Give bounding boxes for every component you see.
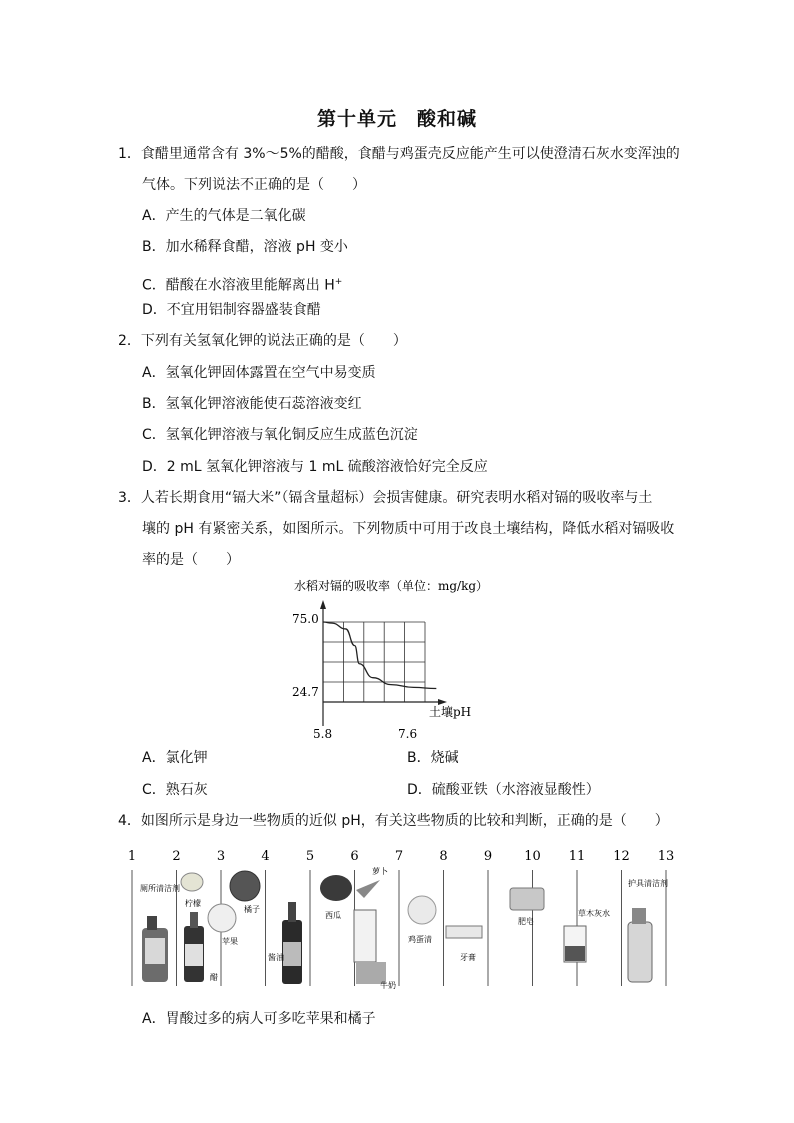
ph-scale-number: 13 (657, 849, 675, 864)
q1-option-a: A．产生的气体是二氧化碳 (142, 208, 306, 224)
q3-option-b: B．烧碱 (407, 750, 459, 766)
vinegar-bottle-icon (184, 912, 204, 982)
cadmium-absorption-chart (286, 572, 516, 742)
label-milk: 牛奶 (380, 981, 396, 990)
label-gear-cleaner: 护具清洁剂 (628, 879, 668, 888)
ph-scale-number: 10 (524, 849, 541, 864)
label-soap: 肥皂 (518, 917, 534, 926)
ph-scale-number: 6 (350, 849, 359, 864)
q2-option-a: A．氢氧化钾固体露置在空气中易变质 (142, 365, 376, 381)
beaker-icon (564, 926, 586, 962)
q3-option-c: C．熟石灰 (142, 782, 208, 798)
q1-option-d: D．不宜用铝制容器盛装食醋 (142, 302, 321, 318)
label-egg-white: 鸡蛋清 (408, 935, 432, 944)
spray-bottle-icon (628, 908, 652, 982)
toilet-cleaner-bottle-icon (142, 916, 168, 982)
soy-sauce-bottle-icon (282, 902, 302, 984)
q2-option-d: D．2 mL 氢氧化钾溶液与 1 mL 硫酸溶液恰好完全反应 (142, 459, 488, 475)
page-title: 第十单元 酸和碱 (316, 108, 477, 130)
ph-scale-number: 7 (394, 849, 404, 864)
ph-scale-number: 1 (127, 849, 137, 864)
ph-scale-number: 11 (568, 849, 586, 864)
chart-y-arrow (320, 600, 326, 609)
label-apple: 苹果 (222, 937, 238, 946)
label-watermelon: 西瓜 (325, 911, 341, 920)
toothpaste-icon (446, 926, 482, 938)
q3-option-a: A．氯化钾 (142, 750, 208, 766)
ph-scale-figure (118, 846, 678, 994)
label-toilet-cleaner: 厕所清洁剂 (140, 884, 180, 893)
label-lemon: 柠檬 (185, 899, 201, 908)
label-soy-sauce: 酱油 (268, 953, 284, 962)
apple-icon (208, 904, 236, 932)
watermelon-icon (320, 875, 352, 901)
chart-ylabel: 水稻对镉的吸收率（单位：mg/kg） (294, 579, 489, 593)
absorption-curve (323, 622, 436, 689)
milk-carton-icon (354, 910, 386, 984)
ph-scale-number: 8 (439, 849, 448, 864)
ph-scale-number: 5 (305, 849, 315, 864)
lemon-icon (181, 873, 203, 891)
x-tick-label: 7.6 (398, 727, 418, 741)
q1-option-c-text: C．醋酸在水溶液里能解离出 H (142, 277, 335, 294)
ph-scale-number: 3 (216, 849, 226, 864)
q4-option-a: A．胃酸过多的病人可多吃苹果和橘子 (142, 1011, 376, 1027)
q3-stem-line3: 率的是（ ） (142, 552, 240, 568)
label-vinegar: 醋 (210, 973, 218, 982)
q3-stem-line2: 壤的 pH 有紧密关系，如图所示。下列物质中可用于改良土壤结构，降低水稻对镉吸收 (142, 521, 675, 537)
ph-scale-number: 9 (483, 849, 493, 864)
y-tick-label: 24.7 (292, 685, 319, 699)
ph-scale-number: 12 (613, 849, 630, 864)
q1-option-c (142, 272, 342, 296)
x-tick-label: 5.8 (313, 727, 333, 741)
orange-icon (230, 871, 260, 901)
q4-stem: 4．如图所示是身边一些物质的近似 pH，有关这些物质的比较和判断，正确的是（ ） (118, 813, 669, 829)
q1-option-b: B．加水稀释食醋，溶液 pH 变小 (142, 239, 348, 255)
q3-stem-line1: 3．人若长期食用“镉大米”（镉含量超标）会损害健康。研究表明水稻对镉的吸收率与土 (118, 490, 653, 506)
label-orange: 橘子 (244, 905, 260, 914)
q3-option-d: D．硫酸亚铁（水溶液显酸性） (407, 782, 600, 798)
q1-stem-line2: 气体。下列说法不正确的是（ ） (142, 177, 366, 193)
y-tick-label: 75.0 (292, 612, 319, 626)
q2-option-c: C．氢氧化钾溶液与氧化铜反应生成蓝色沉淀 (142, 427, 418, 443)
chart-xlabel: 土壤pH (429, 705, 472, 719)
q2-stem: 2．下列有关氢氧化钾的说法正确的是（ ） (118, 333, 407, 349)
label-radish: 萝卜 (372, 867, 388, 876)
ph-scale-number: 4 (261, 849, 270, 864)
q1-option-c-sup: + (334, 277, 343, 287)
ph-scale-number: 2 (172, 849, 181, 864)
label-plant-ash-water: 草木灰水 (578, 909, 610, 918)
soap-icon (510, 888, 544, 910)
q2-option-b: B．氢氧化钾溶液能使石蕊溶液变红 (142, 396, 362, 412)
egg-white-icon (408, 896, 436, 924)
label-toothpaste: 牙膏 (460, 953, 476, 962)
chart-grid (323, 622, 425, 702)
radish-icon (356, 880, 380, 898)
q1-stem-line1: 1．食醋里通常含有 3%～5%的醋酸，食醋与鸡蛋壳反应能产生可以使澄清石灰水变浑浊的 (118, 146, 680, 162)
ph-scale-numbers (128, 849, 674, 864)
